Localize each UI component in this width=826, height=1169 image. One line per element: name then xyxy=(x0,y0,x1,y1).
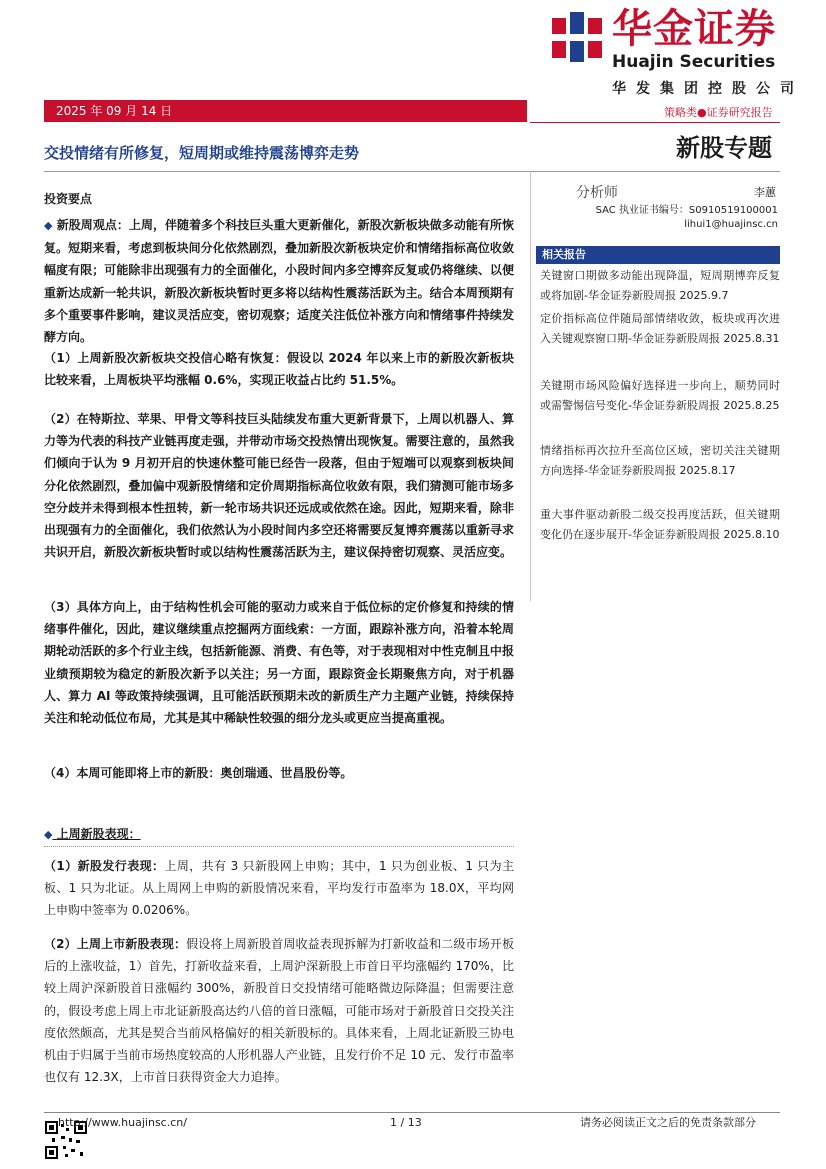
report-date: 2025 年 09 月 14 日 xyxy=(56,104,173,118)
last-week-heading-text: 上周新股表现： xyxy=(56,827,141,841)
diamond-bullet-icon: ◆ xyxy=(44,828,53,841)
company-name: 华发集团控股公司 xyxy=(612,81,804,97)
related-report-item[interactable]: 定价指标高位伴随局部情绪收敛，板块或再次进入关键观察窗口期-华金证券新股周报 2025.8.31 xyxy=(540,312,780,345)
analyst-email[interactable]: lihui1@huajinsc.cn xyxy=(684,219,778,230)
footer-website-link[interactable]: http://www.huajinsc.cn/ xyxy=(58,1116,187,1129)
last-week-heading xyxy=(44,825,141,844)
analyst-label: 分析师 xyxy=(576,185,618,201)
viewpoint-paragraph xyxy=(44,214,514,348)
column-divider xyxy=(530,171,531,601)
paragraph-3: （3）具体方向上，由于结构性机会可能的驱动力或来自于低位标的定价修复和持续的情绪事件催化，因此，建议继续重点挖掘两方面线索：一方面，跟踪补涨方向，沿着本轮周期轮动活跃的多个行业主线，包括新能源、消费、有色等，对于表现相对中性克制且中报业绩预期较为稳定的新股次新予以关注；另一方面，跟踪资金长期聚焦方向，对于机器人、算力 AI 等政策持续强调，且可能活跃预期未改的新质生产力主题产业链，持续保持关注和轮动低位布局，尤其是其中稀缺性较强的细分龙头或更应当提高重视。 xyxy=(44,600,514,726)
paragraph-6-lead: （2）上周上市新股表现： xyxy=(44,937,187,951)
footer-divider xyxy=(44,1112,780,1113)
section-title: 投资要点 xyxy=(44,192,93,206)
report-title: 交投情绪有所修复，短周期或维持震荡博弈走势 xyxy=(44,144,360,162)
paragraph-4: （4）本周可能即将上市的新股：奥创瑞通、世昌股份等。 xyxy=(44,766,353,780)
divider xyxy=(44,171,780,172)
paragraph-5 xyxy=(44,855,514,922)
related-report-item[interactable]: 关键期市场风险偏好选择进一步向上，顺势同时或需警惕信号变化-华金证券新股周报 2025.8.25 xyxy=(540,379,780,412)
paragraph-6-text: 假设将上周新股首周收益表现拆解为打新收益和二级市场开板后的上涨收益，1）首先，打新收益来看，上周沪深新股上市首日平均涨幅约 170%，比较上周沪深新股首日涨幅约 300%，新股首日交投情绪可能略微边际降温；但需要注意的，假设考虑上周上市北证新股高达约八倍的首日涨幅，可能市场对于新股首日交投关注度依然颇高，尤其是契合当前风格偏好的相关新股标的。具体来看，上周北证新股三协电机由于归属于当前市场热度较高的人形机器人产业链，且发行价不足 10 元、发行市盈率也仅有 12.3X，上市首日获得资金大力追捧。 xyxy=(44,937,514,1085)
huajin-logo-icon xyxy=(552,12,602,62)
related-report-item[interactable]: 情绪指标再次拉升至高位区域，密切关注关键期方向选择-华金证券新股周报 2025.8.17 xyxy=(540,444,780,477)
diamond-bullet-icon: ◆ xyxy=(44,219,53,232)
report-type: 策略类●证券研究报告 xyxy=(664,106,773,119)
report-topic: 新股专题 xyxy=(676,134,772,162)
divider xyxy=(44,846,514,847)
paragraph-5-text: 上周，共有 3 只新股网上申购；其中，1 只为创业板、1 只为主板、1 只为北证。从上周网上申购的新股情况来看，平均发行市盈率为 18.0X，平均网上申购中签率为 0.0206%。 xyxy=(44,859,514,918)
analyst-cert: SAC 执业证书编号：S0910519100001 xyxy=(595,205,778,216)
viewpoint-text: 上周，伴随着多个科技巨头重大更新催化，新股次新板块做多动能有所恢复。短期来看，考虑到板块间分化依然剧烈，叠加新股次新板块定价和情绪指标高位收敛幅度有限；可能除非出现强有力的全面催化，小段时间内多空博弈反复或仍将继续、以便重新达成新一轮共识，新股次新板块暂时更多将以结构性震荡活跃为主。结合本周预期有多个重要事件影响，建议灵活应变，密切观察；适度关注低位补涨方向和情绪事件持续发酵方向。 xyxy=(44,218,514,345)
related-report-item[interactable]: 关键窗口期做多动能出现降温，短周期博弈反复或将加剧-华金证券新股周报 2025.9.7 xyxy=(540,269,780,302)
paragraph-6 xyxy=(44,933,514,1088)
viewpoint-lead: 新股周观点： xyxy=(56,218,129,232)
related-report-item[interactable]: 重大事件驱动新股二级交投再度活跃，但关键期变化仍在逐步展开-华金证券新股周报 2025.8.10 xyxy=(540,508,780,541)
related-reports-title: 相关报告 xyxy=(542,248,586,261)
page-number: 1 / 13 xyxy=(390,1116,422,1129)
paragraph-2: （2）在特斯拉、苹果、甲骨文等科技巨头陆续发布重大更新背景下，上周以机器人、算力等为代表的科技产业链再度走强，并带动市场交投热情出现恢复。需要注意的，虽然我们倾向于认为 9 月初开启的快速休整可能已经告一段落，但由于短端可以观察到板块间分化依然剧烈，叠加偏中观新股情绪和定价周期指标高位收敛有限，我们猜测可能市场多空分歧并未得到根本性扭转，新一轮市场共识还远成或依然在途。因此，短期来看，除非出现强有力的全面催化，我们依然认为小段时间内多空还将需要反复博弈震荡以重新寻求共识开启，新股次新板块暂时或以结构性震荡活跃为主，建议保持密切观察、灵活应变。 xyxy=(44,412,514,560)
paragraph-1: （1）上周新股次新板块交投信心略有恢复：假设以 2024 年以来上市的新股次新板块比较来看，上周板块平均涨幅 0.6%，实现正收益占比约 51.5%。 xyxy=(44,351,514,388)
logo-text-en: Huajin Securities xyxy=(612,52,776,72)
logo-text-cn: 华金证券 xyxy=(612,6,776,52)
divider xyxy=(530,122,780,123)
disclaimer-note: 请务必阅读正文之后的免责条款部分 xyxy=(580,1116,756,1129)
analyst-name: 李蕙 xyxy=(754,186,776,199)
paragraph-5-lead: （1）新股发行表现： xyxy=(44,859,165,873)
